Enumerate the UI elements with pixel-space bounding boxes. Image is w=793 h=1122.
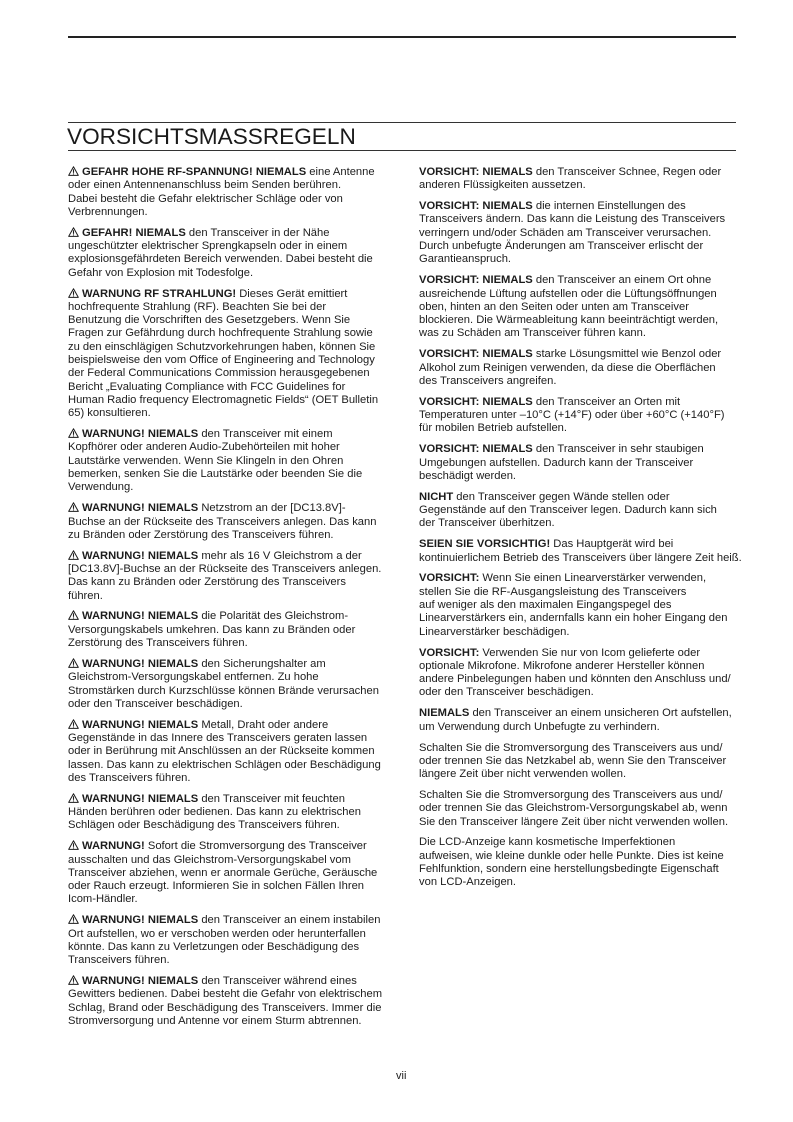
safety-notice	[68, 428, 398, 494]
caution-notice	[419, 538, 749, 565]
notice-label: VORSICHT:	[419, 646, 480, 659]
page-title: VORSICHTSMASSREGELN	[67, 124, 356, 149]
notice-label: WARNUNG! NIEMALS	[82, 657, 199, 670]
notice-label: VORSICHT: NIEMALS	[419, 395, 533, 408]
notice-text: den Transceiver während eines Gewitters bedienen. Dabei besteht die Gefahr von elektrischem Schlag, Brand oder Beschädigung des Transceivers. Immer die Stromversorgung und Antenne vor einem Sturm abtrennen.	[68, 975, 383, 1028]
notice-text: Netzstrom an der [DC13.8V]- Buchse an der Rückseite des Transceivers anlegen. Das kann zu Bränden oder Zerstörung des Transceivers führen.	[68, 502, 377, 541]
notice-text: Die LCD-Anzeige kann kosmetische Imperfektionen aufweisen, wie kleine dunkle oder helle Punkte. Dies ist keine Fehlfunktion, sondern eine herstellungsbedingte Eigenschaft von LCD-Anzeigen.	[419, 836, 724, 889]
info-notice	[419, 836, 749, 889]
notice-label: VORSICHT: NIEMALS	[419, 443, 533, 456]
caution-notice	[419, 348, 749, 388]
info-notice	[419, 742, 749, 782]
caution-notice	[419, 166, 749, 193]
notice-label: VORSICHT: NIEMALS	[419, 274, 533, 287]
warning-icon	[68, 428, 79, 438]
notice-text: den Sicherungshalter am Gleichstrom-Versorgungskabel entfernen. Zu hohe Stromstärken durch Kurzschlüsse können Brände verursachen oder den Transceiver beschädigen.	[68, 657, 379, 710]
info-notice	[419, 789, 749, 829]
caution-notice	[419, 200, 749, 266]
notice-text: den Transceiver mit einem Kopfhörer oder anderen Audio-Zubehörteilen mit hoher Lautstärke verwenden. Wenn Sie Klingeln in den Ohren bemerken, senken Sie die Lautstärke oder beenden Sie die Verwendung.	[68, 428, 363, 494]
notice-text: die internen Einstellungen des Transceivers ändern. Das kann die Leistung des Transceivers verringern und/oder Schäden am Transceiver verursachen. Durch unbefugte Änderungen am Transceiver erlischt der Garantieanspruch.	[419, 200, 726, 266]
caution-notice	[419, 274, 749, 340]
notice-label: GEFAHR HOHE RF-SPANNUNG! NIEMALS	[82, 166, 307, 178]
caution-notice	[419, 707, 749, 734]
notice-text: starke Lösungsmittel wie Benzol oder Alkohol zum Reinigen verwenden, da diese die Oberflächen des Transceivers angreifen.	[419, 348, 722, 387]
warning-icon	[68, 975, 79, 985]
top-rule	[68, 36, 736, 38]
notice-text: den Transceiver an Orten mit Temperaturen unter –10°C (+14°F) oder über +60°C (+140°F) für mobilen Betrieb aufstellen.	[419, 395, 725, 435]
warning-icon	[68, 658, 79, 668]
title-rule-bottom	[68, 150, 736, 151]
warning-icon	[68, 288, 79, 298]
safety-notice	[68, 288, 398, 421]
notice-text: den Transceiver in sehr staubigen Umgebungen aufstellen. Dadurch kann der Transceiver beschädigt werden.	[419, 443, 704, 482]
notice-text: den Transceiver Schnee, Regen oder anderen Flüssigkeiten aussetzen.	[419, 166, 722, 192]
notice-text: eine Antenne oder einen Antennenanschluss beim Senden berühren. Dabei besteht die Gefahr elektrischer Schläge oder von Verbrennungen.	[68, 166, 375, 218]
notice-label: WARNUNG! NIEMALS	[82, 549, 199, 562]
left-column	[68, 166, 398, 1036]
warning-icon	[68, 610, 79, 620]
notice-text: Schalten Sie die Stromversorgung des Transceivers aus und/ oder trennen Sie das Gleichstrom-Versorgungskabel ab, wenn Sie den Transceiver längere Zeit über nicht verwenden wollen.	[419, 789, 729, 828]
notice-label: VORSICHT: NIEMALS	[419, 166, 533, 178]
safety-notice	[68, 658, 398, 711]
notice-text: den Transceiver mit feuchten Händen berühren oder bedienen. Das kann zu elektrischen Schlägen oder Beschädigung des Transceivers führen.	[68, 792, 361, 832]
safety-notice	[68, 227, 398, 280]
warning-icon	[68, 914, 79, 924]
page-number: vii	[396, 1070, 407, 1082]
notice-label: VORSICHT: NIEMALS	[419, 200, 533, 213]
notice-text: Wenn Sie einen Linearverstärker verwenden, stellen Sie die RF-Ausgangsleistung des Transceivers auf weniger als den maximalen Eingangspegel des Linearverstärkers ein, andernfalls kann ein hoher Eingang den Linearverstärker beschädigen.	[419, 572, 728, 638]
notice-label: SEIEN SIE VORSICHTIG!	[419, 538, 551, 551]
safety-notice	[68, 840, 398, 906]
notice-text: den Transceiver gegen Wände stellen oder Gegenstände auf den Transceiver legen. Dadurch kann sich der Transceiver überhitzen.	[419, 490, 717, 530]
safety-notice	[68, 914, 398, 967]
notice-label: WARNUNG! NIEMALS	[82, 914, 199, 927]
notice-text: Sofort die Stromversorgung des Transceiver ausschalten und das Gleichstrom-Versorgungskabel vom Transceiver abziehen, wenn er anormale Gerüche, Geräusche oder Rauch erzeugt. Informieren Sie in solchen Fällen Ihren Icom-Händler.	[68, 840, 378, 906]
warning-icon	[68, 719, 79, 729]
notice-text: Verwenden Sie nur von Icom gelieferte oder optionale Mikrofone. Mikrofone anderer Hersteller können andere Pinbelegungen haben und könnten den Anschluss und/ oder den Transceiver beschädigen.	[419, 646, 731, 699]
right-column	[419, 166, 749, 897]
safety-notice	[68, 550, 398, 603]
safety-notice	[68, 793, 398, 833]
notice-label: WARNUNG! NIEMALS	[82, 502, 199, 515]
safety-notice	[68, 502, 398, 542]
notice-text: Metall, Draht oder andere Gegenstände in das Innere des Transceivers geraten lassen oder in Berührung mit Anschlüssen an der Rückseite kommen lassen. Das kann zu elektrischen Schlägen oder Beschädigung des Transceivers führen.	[68, 718, 381, 784]
notice-label: VORSICHT:	[419, 572, 480, 585]
notice-label: WARNUNG! NIEMALS	[82, 428, 199, 441]
notice-label: GEFAHR! NIEMALS	[82, 226, 186, 239]
caution-notice	[419, 572, 749, 638]
notice-label: WARNUNG! NIEMALS	[82, 792, 199, 805]
notice-text: den Transceiver an einem Ort ohne ausreichende Lüftung aufstellen oder die Lüftungsöffnungen oben, hinten an den Seiten oder unten am Transceiver blockieren. Die Wärmeableitung kann beeinträchtigt werden, was zu Schäden am Transceiver führen kann.	[419, 274, 719, 340]
safety-notice	[68, 166, 398, 219]
notice-text: Dieses Gerät emittiert hochfrequente Strahlung (RF). Beachten Sie bei der Benutzung die Vorschriften des Gesetzgebers. Wenn Sie Fragen zur Gefährdung durch hochfrequente Strahlung sowie zu den einschlägigen Schutzvorkehrungen haben, können Sie beispielsweise den vom Office of Engineering and Technology der Federal Communications Commission herausgegebenen Bericht „Evaluating Compliance with FCC Guidelines for Human Radio frequency Electromagnetic Fields“ (OET Bulletin 65) konsultieren.	[68, 287, 379, 420]
safety-notice	[68, 719, 398, 785]
notice-label: VORSICHT: NIEMALS	[419, 348, 533, 361]
caution-notice	[419, 491, 749, 531]
warning-icon	[68, 166, 79, 176]
notice-text: den Transceiver an einem instabilen Ort aufstellen, wo er verschoben werden oder herunterfallen könnte. Das kann zu Verletzungen oder Beschädigung des Transceivers führen.	[68, 914, 381, 967]
notice-text: die Polarität des Gleichstrom- Versorgungskabels umkehren. Das kann zu Bränden oder Zerstörung des Transceivers führen.	[68, 610, 356, 650]
notice-text: den Transceiver in der Nähe ungeschützter elektrischer Sprengkapseln oder in einem explosionsgefährdeten Bereich verwenden. Dabei besteht die Gefahr von Explosion mit Todesfolge.	[68, 226, 373, 279]
warning-icon	[68, 793, 79, 803]
title-rule-top	[68, 122, 736, 123]
notice-text: mehr als 16 V Gleichstrom a der [DC13.8V]-Buchse an der Rückseite des Transceivers anlegen. Das kann zu Bränden oder Zerstörung des Transceivers führen.	[68, 549, 382, 602]
warning-icon	[68, 840, 79, 850]
caution-notice	[419, 443, 749, 483]
warning-icon	[68, 550, 79, 560]
notice-label: NICHT	[419, 490, 454, 503]
notice-text: Das Hauptgerät wird bei kontinuierlichem Betrieb des Transceivers über längere Zeit heiß.	[419, 538, 742, 564]
caution-notice	[419, 647, 749, 700]
notice-label: WARNUNG! NIEMALS	[82, 718, 199, 731]
warning-icon	[68, 502, 79, 512]
notice-label: WARNUNG!	[82, 840, 145, 853]
notice-label: NIEMALS	[419, 707, 470, 720]
notice-label: WARNUNG RF STRAHLUNG!	[82, 287, 237, 300]
notice-text: den Transceiver an einem unsicheren Ort aufstellen, um Verwendung durch Unbefugte zu verhindern.	[419, 707, 732, 733]
safety-notice	[68, 975, 398, 1028]
safety-notice	[68, 610, 398, 650]
notice-label: WARNUNG! NIEMALS	[82, 975, 199, 988]
notice-label: WARNUNG! NIEMALS	[82, 610, 199, 623]
warning-icon	[68, 227, 79, 237]
caution-notice	[419, 396, 749, 436]
notice-text: Schalten Sie die Stromversorgung des Transceivers aus und/ oder trennen Sie das Netzkabel ab, wenn Sie den Transceiver längere Zeit über nicht verwenden wollen.	[419, 741, 727, 781]
